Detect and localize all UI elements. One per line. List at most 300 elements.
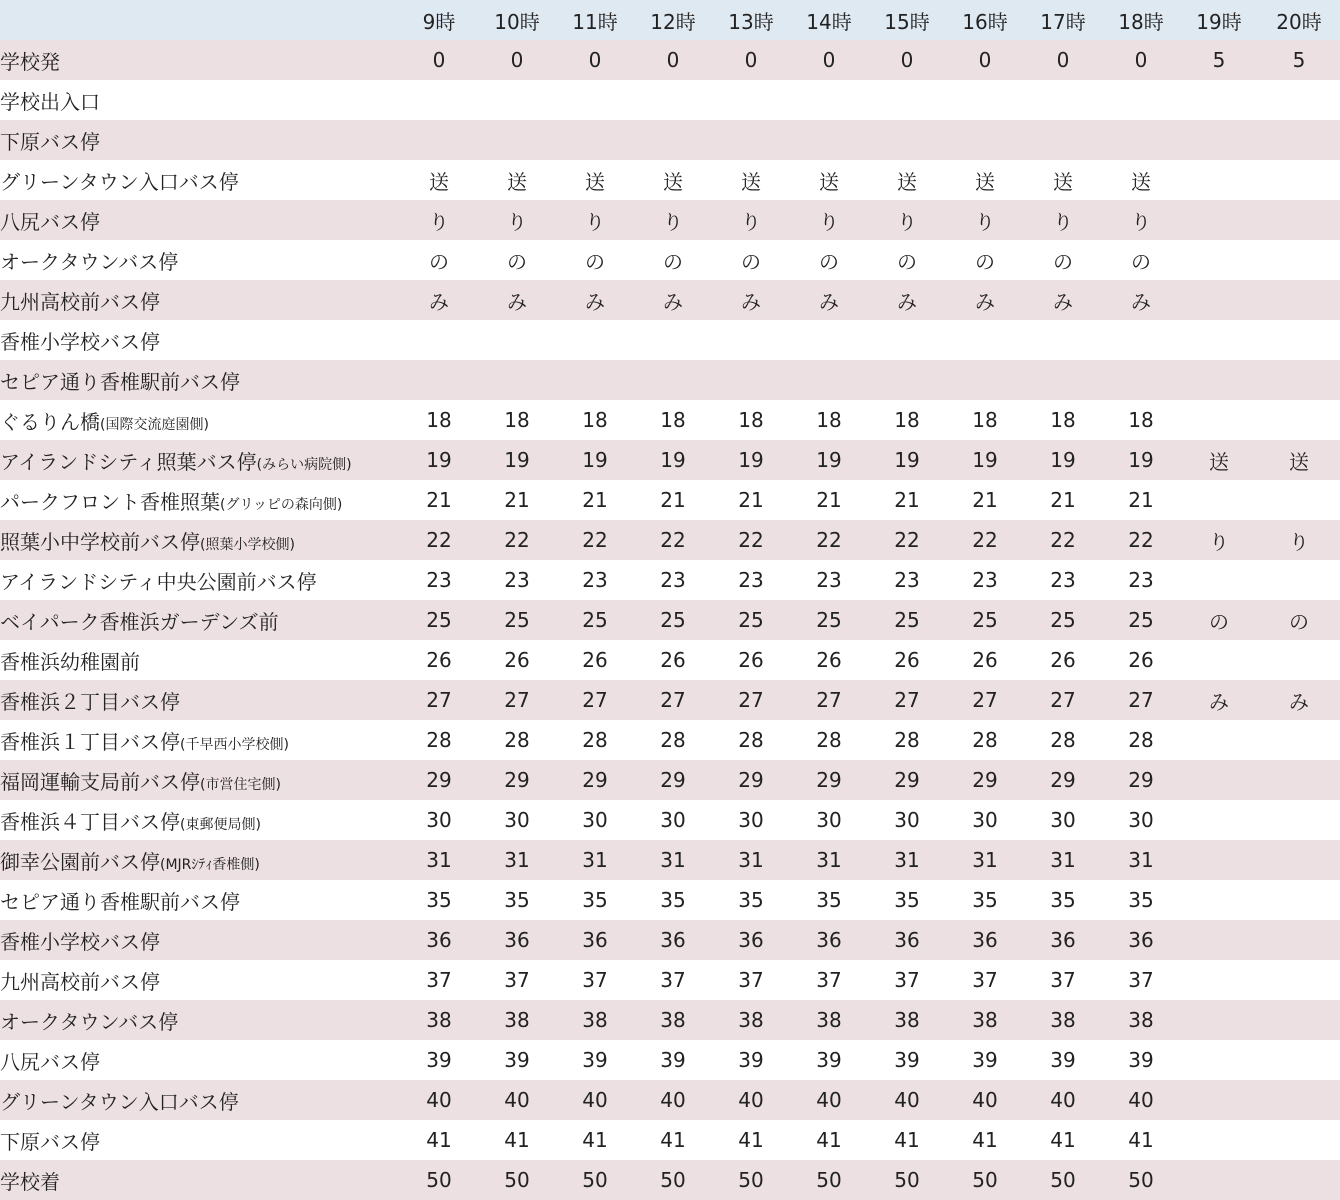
time-cell: 36 [972, 928, 998, 952]
time-cell [1258, 760, 1340, 800]
time-cell: 送 [1289, 449, 1309, 474]
hour-header: 18時 [1118, 9, 1164, 34]
time-cell: 21 [660, 488, 686, 512]
hour-header: 15時 [884, 9, 930, 34]
stop-name: 照葉小中学校前バス停 [0, 529, 200, 554]
stop-name: グリーンタウン入口バス停 [0, 1089, 239, 1114]
time-cell [1258, 560, 1340, 600]
stop-name: 福岡運輸支局前バス停 [0, 769, 200, 794]
time-cell: 41 [582, 1128, 608, 1152]
time-cell: 19 [504, 448, 530, 472]
time-cell: 26 [504, 648, 530, 672]
time-cell: り [507, 209, 527, 234]
table-row [0, 600, 1340, 640]
hour-header: 13時 [728, 9, 774, 34]
time-cell: 28 [1128, 728, 1154, 752]
time-cell: 18 [1128, 408, 1154, 432]
time-cell: 31 [660, 848, 686, 872]
stop-name-cell [0, 1080, 400, 1120]
time-cell: 29 [738, 768, 764, 792]
table-row [0, 280, 1340, 320]
time-cell: 39 [972, 1048, 998, 1072]
stop-name-cell [0, 80, 400, 120]
time-cell [556, 80, 634, 120]
hour-header: 20時 [1276, 9, 1322, 34]
stop-name-cell [0, 680, 400, 720]
table-row [0, 80, 1340, 120]
time-cell: 23 [426, 568, 452, 592]
stop-name: セピア通り香椎駅前バス停 [0, 369, 240, 394]
time-cell: 送 [663, 169, 683, 194]
time-cell: 38 [894, 1008, 920, 1032]
hour-header: 10時 [494, 9, 540, 34]
time-cell: 22 [1050, 528, 1076, 552]
time-cell: り [1053, 209, 1073, 234]
time-cell: 21 [894, 488, 920, 512]
table-row [0, 40, 1340, 80]
time-cell: 25 [426, 608, 452, 632]
time-cell: 41 [1128, 1128, 1154, 1152]
time-cell: 30 [738, 808, 764, 832]
time-cell: 送 [1131, 169, 1151, 194]
stop-name: アイランドシティ照葉バス停 [0, 449, 257, 474]
table-row [0, 520, 1340, 560]
stop-name-cell [0, 520, 400, 560]
time-cell: 35 [504, 888, 530, 912]
stop-name-cell [0, 600, 400, 640]
time-cell [1180, 80, 1258, 120]
time-cell: り [1131, 209, 1151, 234]
time-cell: 31 [426, 848, 452, 872]
time-cell: 28 [894, 728, 920, 752]
time-cell: 23 [894, 568, 920, 592]
time-cell: み [897, 289, 917, 314]
time-cell: 0 [666, 48, 680, 72]
table-row [0, 200, 1340, 240]
time-cell: 26 [1128, 648, 1154, 672]
time-cell [1258, 280, 1340, 320]
time-cell: 23 [816, 568, 842, 592]
time-cell: 39 [504, 1048, 530, 1072]
stop-name: オークタウンバス停 [0, 1009, 179, 1034]
time-cell: み [1289, 689, 1309, 714]
time-cell: 18 [816, 408, 842, 432]
time-cell: 30 [1050, 808, 1076, 832]
time-cell: 31 [504, 848, 530, 872]
time-cell [1258, 720, 1340, 760]
stop-name: 香椎浜２丁目バス停 [0, 689, 180, 714]
time-cell: 25 [972, 608, 998, 632]
time-cell: 23 [1128, 568, 1154, 592]
time-cell: 40 [582, 1088, 608, 1112]
time-cell: 25 [894, 608, 920, 632]
time-cell: 23 [1050, 568, 1076, 592]
time-cell: 28 [816, 728, 842, 752]
time-cell: 38 [1050, 1008, 1076, 1032]
time-cell: 25 [504, 608, 530, 632]
time-cell: 31 [972, 848, 998, 872]
time-cell: 23 [504, 568, 530, 592]
time-cell: 37 [1128, 968, 1154, 992]
time-cell: 36 [1128, 928, 1154, 952]
time-cell [1258, 120, 1340, 160]
stop-name: 香椎浜４丁目バス停 [0, 809, 180, 834]
time-cell [1180, 320, 1258, 360]
stop-name-cell [0, 840, 400, 880]
time-cell [1258, 800, 1340, 840]
stop-note: (東郵便局側) [180, 816, 261, 833]
time-cell: 22 [426, 528, 452, 552]
table-row [0, 240, 1340, 280]
time-cell: 29 [1128, 768, 1154, 792]
time-cell [1180, 1160, 1258, 1200]
time-cell: 0 [744, 48, 758, 72]
time-cell [1258, 320, 1340, 360]
time-cell: 0 [978, 48, 992, 72]
time-cell: 41 [972, 1128, 998, 1152]
time-cell: 36 [816, 928, 842, 952]
time-cell: 5 [1212, 48, 1226, 72]
time-cell [1180, 720, 1258, 760]
stop-name-cell [0, 1160, 400, 1200]
time-cell [712, 360, 790, 400]
time-cell: 19 [894, 448, 920, 472]
time-cell: 38 [1128, 1008, 1154, 1032]
time-cell: 22 [504, 528, 530, 552]
time-cell: 27 [894, 688, 920, 712]
time-cell [1180, 160, 1258, 200]
time-cell: 38 [504, 1008, 530, 1032]
stop-note: (照葉小学校側) [200, 536, 295, 553]
time-cell [1102, 360, 1180, 400]
time-cell: 28 [426, 728, 452, 752]
time-cell: 21 [972, 488, 998, 512]
table-row [0, 440, 1340, 480]
time-cell [478, 360, 556, 400]
time-cell: の [1209, 609, 1229, 634]
time-cell: 28 [504, 728, 530, 752]
time-cell: 26 [738, 648, 764, 672]
time-cell: 25 [816, 608, 842, 632]
table-row [0, 720, 1340, 760]
time-cell [1180, 360, 1258, 400]
time-cell: 28 [972, 728, 998, 752]
time-cell [400, 80, 478, 120]
time-cell: 27 [816, 688, 842, 712]
stop-name-cell [0, 160, 400, 200]
time-cell [1258, 1000, 1340, 1040]
stop-name-cell [0, 240, 400, 280]
time-cell: 35 [894, 888, 920, 912]
time-cell: 25 [738, 608, 764, 632]
time-cell: 19 [816, 448, 842, 472]
stop-name: パークフロント香椎照葉 [0, 489, 220, 514]
time-cell: 31 [816, 848, 842, 872]
stop-name: 香椎浜幼稚園前 [0, 649, 140, 674]
stop-name: ぐるりん橋 [0, 409, 100, 434]
time-cell: 19 [1128, 448, 1154, 472]
time-cell: 37 [972, 968, 998, 992]
time-cell: 40 [816, 1088, 842, 1112]
time-cell: 36 [582, 928, 608, 952]
time-cell: 23 [660, 568, 686, 592]
stop-name-cell [0, 200, 400, 240]
stop-name: 学校着 [0, 1169, 60, 1194]
time-cell: 41 [426, 1128, 452, 1152]
time-cell [868, 80, 946, 120]
table-row [0, 1160, 1340, 1200]
time-cell: 31 [894, 848, 920, 872]
time-cell: 19 [660, 448, 686, 472]
time-cell: り [741, 209, 761, 234]
time-cell [946, 320, 1024, 360]
stop-name-cell [0, 560, 400, 600]
table-row [0, 1040, 1340, 1080]
time-cell: 37 [426, 968, 452, 992]
time-cell: 0 [510, 48, 524, 72]
time-cell: 30 [660, 808, 686, 832]
time-cell [1180, 200, 1258, 240]
time-cell: 38 [660, 1008, 686, 1032]
time-cell [1180, 960, 1258, 1000]
time-cell: 19 [972, 448, 998, 472]
time-cell: 18 [426, 408, 452, 432]
time-cell: 18 [894, 408, 920, 432]
table-row [0, 880, 1340, 920]
stop-name-cell [0, 360, 400, 400]
time-cell: の [663, 249, 683, 274]
stop-name: 九州高校前バス停 [0, 969, 160, 994]
time-cell: 28 [1050, 728, 1076, 752]
hour-header: 17時 [1040, 9, 1086, 34]
time-cell [1258, 880, 1340, 920]
stop-name: 下原バス停 [0, 129, 100, 154]
time-cell: 18 [972, 408, 998, 432]
time-cell: 送 [1209, 449, 1229, 474]
stop-note: (MJRｼﾃｨ香椎側) [160, 856, 260, 873]
time-cell: み [1209, 689, 1229, 714]
time-cell: 35 [972, 888, 998, 912]
time-cell [946, 360, 1024, 400]
time-cell: 29 [972, 768, 998, 792]
time-cell: 19 [738, 448, 764, 472]
time-cell: み [819, 289, 839, 314]
stop-name-cell [0, 320, 400, 360]
time-cell: 37 [816, 968, 842, 992]
stop-name: 香椎浜１丁目バス停 [0, 729, 180, 754]
stop-name: アイランドシティ中央公園前バス停 [0, 569, 317, 594]
table-row [0, 920, 1340, 960]
time-cell [1180, 280, 1258, 320]
time-cell: み [663, 289, 683, 314]
time-cell: 0 [1056, 48, 1070, 72]
time-cell: 37 [660, 968, 686, 992]
time-cell: み [1053, 289, 1073, 314]
time-cell [634, 80, 712, 120]
time-cell: 5 [1292, 48, 1306, 72]
time-cell: の [1053, 249, 1073, 274]
table-row [0, 1080, 1340, 1120]
table-row [0, 120, 1340, 160]
time-cell: 30 [504, 808, 530, 832]
time-cell [478, 120, 556, 160]
time-cell [1258, 640, 1340, 680]
stop-name: 学校発 [0, 49, 60, 74]
time-cell [634, 120, 712, 160]
time-cell: 37 [1050, 968, 1076, 992]
stop-name-cell [0, 920, 400, 960]
time-cell: 26 [972, 648, 998, 672]
time-cell [556, 120, 634, 160]
time-cell: 26 [426, 648, 452, 672]
time-cell [1024, 360, 1102, 400]
time-cell: り [429, 209, 449, 234]
time-cell: 35 [660, 888, 686, 912]
time-cell [1258, 240, 1340, 280]
time-cell: 35 [426, 888, 452, 912]
time-cell: 27 [582, 688, 608, 712]
time-cell [1180, 880, 1258, 920]
time-cell: り [975, 209, 995, 234]
time-cell: 39 [738, 1048, 764, 1072]
stop-name-cell [0, 440, 400, 480]
time-cell: み [429, 289, 449, 314]
time-cell: 27 [972, 688, 998, 712]
time-cell: 40 [894, 1088, 920, 1112]
time-cell: 26 [582, 648, 608, 672]
time-cell [1024, 120, 1102, 160]
time-cell: 50 [582, 1168, 608, 1192]
table-row [0, 160, 1340, 200]
time-cell: 22 [894, 528, 920, 552]
time-cell: の [1131, 249, 1151, 274]
time-cell: 40 [972, 1088, 998, 1112]
time-cell: 30 [1128, 808, 1154, 832]
time-cell: 30 [816, 808, 842, 832]
time-cell: 35 [738, 888, 764, 912]
time-cell: り [1289, 529, 1309, 554]
time-cell: 0 [900, 48, 914, 72]
time-cell [1180, 760, 1258, 800]
time-cell: 22 [816, 528, 842, 552]
time-cell [1180, 1040, 1258, 1080]
time-cell: の [429, 249, 449, 274]
time-cell: 31 [1128, 848, 1154, 872]
time-cell [1102, 120, 1180, 160]
time-cell: 38 [972, 1008, 998, 1032]
time-cell [1180, 120, 1258, 160]
stop-name-cell [0, 1040, 400, 1080]
time-cell: 36 [504, 928, 530, 952]
time-cell: 50 [504, 1168, 530, 1192]
time-cell: 0 [432, 48, 446, 72]
hour-header: 16時 [962, 9, 1008, 34]
stop-name-cell [0, 1120, 400, 1160]
hour-header: 11時 [572, 9, 618, 34]
time-cell: 25 [1128, 608, 1154, 632]
time-cell: 21 [582, 488, 608, 512]
table-row [0, 680, 1340, 720]
stop-name: 香椎小学校バス停 [0, 329, 160, 354]
time-cell [1258, 1160, 1340, 1200]
time-cell [868, 360, 946, 400]
time-cell: み [507, 289, 527, 314]
time-cell: 18 [582, 408, 608, 432]
time-cell [1180, 800, 1258, 840]
time-cell: 21 [504, 488, 530, 512]
table-row [0, 1000, 1340, 1040]
time-cell: 25 [582, 608, 608, 632]
time-cell: 29 [660, 768, 686, 792]
stop-name: 八尻バス停 [0, 1049, 100, 1074]
time-cell [1180, 560, 1258, 600]
time-cell: 36 [426, 928, 452, 952]
time-cell: 36 [738, 928, 764, 952]
time-cell: 22 [1128, 528, 1154, 552]
time-cell: り [1209, 529, 1229, 554]
time-cell: 30 [582, 808, 608, 832]
stop-name-cell [0, 720, 400, 760]
time-cell: み [1131, 289, 1151, 314]
time-cell: み [975, 289, 995, 314]
table-row [0, 360, 1340, 400]
time-cell: 18 [1050, 408, 1076, 432]
stop-name-cell [0, 640, 400, 680]
time-cell: 39 [1128, 1048, 1154, 1072]
time-cell: 18 [660, 408, 686, 432]
time-cell: 27 [1128, 688, 1154, 712]
time-cell [400, 360, 478, 400]
time-cell [1258, 480, 1340, 520]
time-cell [1258, 200, 1340, 240]
time-cell: 50 [816, 1168, 842, 1192]
time-cell: 28 [738, 728, 764, 752]
time-cell [556, 360, 634, 400]
time-cell [868, 120, 946, 160]
time-cell: 40 [1050, 1088, 1076, 1112]
stop-name: 下原バス停 [0, 1129, 100, 1154]
time-cell: 29 [426, 768, 452, 792]
time-cell: 50 [738, 1168, 764, 1192]
time-cell: 39 [582, 1048, 608, 1072]
time-cell: 28 [660, 728, 686, 752]
time-cell: 40 [660, 1088, 686, 1112]
time-cell: 50 [426, 1168, 452, 1192]
time-cell: 29 [894, 768, 920, 792]
time-cell: の [1289, 609, 1309, 634]
time-cell: 21 [816, 488, 842, 512]
time-cell: 38 [738, 1008, 764, 1032]
time-cell [946, 80, 1024, 120]
time-cell: り [585, 209, 605, 234]
time-cell: 25 [660, 608, 686, 632]
table-row [0, 640, 1340, 680]
time-cell [946, 120, 1024, 160]
time-cell: 31 [738, 848, 764, 872]
stop-name-cell [0, 480, 400, 520]
time-cell: の [819, 249, 839, 274]
time-cell: 21 [738, 488, 764, 512]
time-cell [1180, 400, 1258, 440]
time-cell: 22 [582, 528, 608, 552]
time-cell: 26 [894, 648, 920, 672]
time-cell: 送 [429, 169, 449, 194]
time-cell: 21 [1050, 488, 1076, 512]
time-cell [1180, 240, 1258, 280]
time-cell [1258, 160, 1340, 200]
time-cell: 30 [894, 808, 920, 832]
time-cell [1180, 1120, 1258, 1160]
